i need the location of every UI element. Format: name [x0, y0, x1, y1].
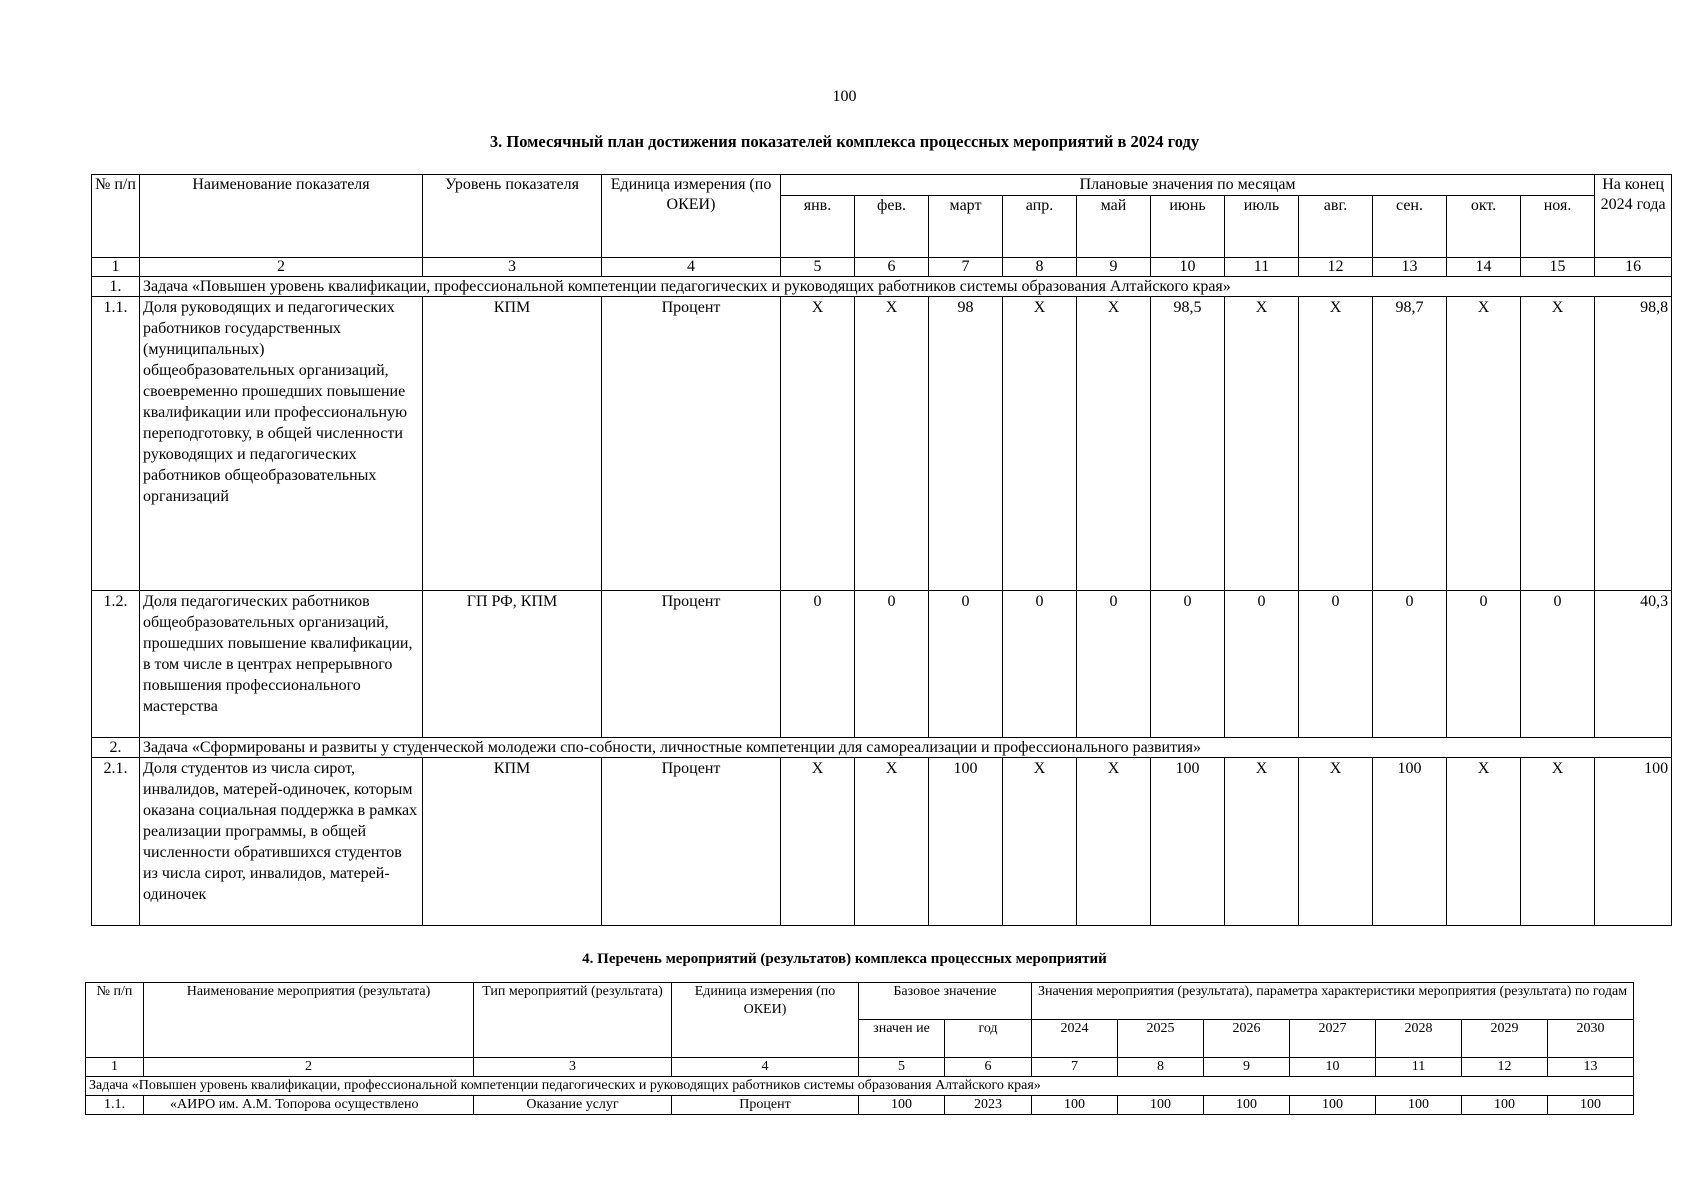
- header-month: янв.: [781, 196, 855, 258]
- t2-header-year: 2026: [1204, 1020, 1290, 1058]
- t2-header-year: 2030: [1548, 1020, 1634, 1058]
- month-value: 0: [1003, 591, 1077, 738]
- section-4-title: 4. Перечень мероприятий (результатов) комплекса процессных мероприятий: [582, 951, 1107, 967]
- year-value: 100: [1118, 1096, 1204, 1115]
- indicator-row-1-2: [92, 591, 1672, 738]
- t2-header-name: Наименование мероприятия (результата): [144, 983, 474, 1058]
- col-number: 6: [945, 1058, 1032, 1077]
- col-number: 16: [1595, 258, 1672, 277]
- activity-name: «АИРО им. А.М. Топорова осуществлено: [144, 1096, 474, 1115]
- col-number: 8: [1118, 1058, 1204, 1077]
- month-value: 100: [1151, 758, 1225, 926]
- year-value: 100: [1032, 1096, 1118, 1115]
- month-value: 0: [781, 591, 855, 738]
- task-num: 2.: [92, 738, 140, 758]
- month-value: X: [1447, 297, 1521, 591]
- col-number: 7: [929, 258, 1003, 277]
- year-value: 100: [1376, 1096, 1462, 1115]
- month-value: 98,5: [1151, 297, 1225, 591]
- month-value: 98: [929, 297, 1003, 591]
- task-row-2: [92, 738, 1672, 758]
- month-value: X: [1299, 297, 1373, 591]
- col-number: 4: [672, 1058, 859, 1077]
- month-value: X: [855, 297, 929, 591]
- col-number: 11: [1376, 1058, 1462, 1077]
- base-year: 2023: [945, 1096, 1032, 1115]
- header-num: № п/п: [92, 175, 140, 258]
- t2-header-year: 2024: [1032, 1020, 1118, 1058]
- month-value: X: [1003, 297, 1077, 591]
- col-number: 2: [144, 1058, 474, 1077]
- header-month: фев.: [855, 196, 929, 258]
- col-number: 1: [92, 258, 140, 277]
- t2-header-base-year: год: [945, 1020, 1032, 1058]
- t2-header-year: 2029: [1462, 1020, 1548, 1058]
- t2-header-row-1: [86, 983, 1634, 1020]
- end-value: 98,8: [1595, 297, 1672, 591]
- header-month: июнь: [1151, 196, 1225, 258]
- month-value: X: [1521, 758, 1595, 926]
- indicator-level: КПМ: [423, 758, 602, 926]
- task-text: Задача «Сформированы и развиты у студенческой молодежи спо-собности, личностные компетенции для самореализации и профессионального развития»: [140, 738, 1672, 758]
- month-value: 0: [855, 591, 929, 738]
- col-number: 11: [1225, 258, 1299, 277]
- year-value: 100: [1290, 1096, 1376, 1115]
- month-value: X: [1077, 758, 1151, 926]
- t2-header-base: Базовое значение: [859, 983, 1032, 1020]
- month-value: X: [1225, 758, 1299, 926]
- t2-header-type: Тип мероприятий (результата): [474, 983, 672, 1058]
- header-end: На конец 2024 года: [1595, 175, 1672, 258]
- indicator-row-2-1: [92, 758, 1672, 926]
- col-number: 3: [423, 258, 602, 277]
- t2-column-numbers-row: [86, 1058, 1634, 1077]
- header-month: апр.: [1003, 196, 1077, 258]
- t2-task-row: [86, 1077, 1634, 1096]
- col-number: 6: [855, 258, 929, 277]
- month-value: 0: [1299, 591, 1373, 738]
- col-number: 15: [1521, 258, 1595, 277]
- task-num: 1.: [92, 277, 140, 297]
- header-month: авг.: [1299, 196, 1373, 258]
- monthly-plan-table: [91, 174, 1672, 926]
- t2-task-text: Задача «Повышен уровень квалификации, профессиональной компетенции педагогических и руководящих работников системы образования Алтайского края»: [86, 1077, 1634, 1096]
- column-numbers-row: [92, 258, 1672, 277]
- t2-header-year: 2027: [1290, 1020, 1376, 1058]
- indicator-level: КПМ: [423, 297, 602, 591]
- month-value: 98,7: [1373, 297, 1447, 591]
- month-value: X: [1225, 297, 1299, 591]
- indicator-name: Доля руководящих и педагогических работников государственных (муниципальных) общеобразовательных организаций, своевременно прошедших повышение квалификации или профессиональную переподготовку, в общей численности руководящих и педагогических работников общеобразовательных организаций: [140, 297, 423, 591]
- header-month: сен.: [1373, 196, 1447, 258]
- col-number: 3: [474, 1058, 672, 1077]
- month-value: 0: [929, 591, 1003, 738]
- col-number: 8: [1003, 258, 1077, 277]
- col-number: 9: [1077, 258, 1151, 277]
- month-value: X: [1077, 297, 1151, 591]
- month-value: X: [1299, 758, 1373, 926]
- month-value: 0: [1373, 591, 1447, 738]
- activity-unit: Процент: [672, 1096, 859, 1115]
- t2-header-base-value: значен ие: [859, 1020, 945, 1058]
- t2-header-num: № п/п: [86, 983, 144, 1058]
- row-num: 1.2.: [92, 591, 140, 738]
- indicator-level: ГП РФ, КПМ: [423, 591, 602, 738]
- month-value: 0: [1077, 591, 1151, 738]
- header-level: Уровень показателя: [423, 175, 602, 258]
- month-value: X: [1003, 758, 1077, 926]
- year-value: 100: [1548, 1096, 1634, 1115]
- end-value: 40,3: [1595, 591, 1672, 738]
- col-number: 12: [1462, 1058, 1548, 1077]
- row-num: 1.1.: [92, 297, 140, 591]
- t2-header-unit: Единица измерения (по ОКЕИ): [672, 983, 859, 1058]
- col-number: 13: [1548, 1058, 1634, 1077]
- header-plan: Плановые значения по месяцам: [781, 175, 1595, 196]
- header-name: Наименование показателя: [140, 175, 423, 258]
- col-number: 14: [1447, 258, 1521, 277]
- month-value: 0: [1521, 591, 1595, 738]
- col-number: 13: [1373, 258, 1447, 277]
- header-month: март: [929, 196, 1003, 258]
- col-number: 7: [1032, 1058, 1118, 1077]
- month-value: 100: [1373, 758, 1447, 926]
- col-number: 12: [1299, 258, 1373, 277]
- section-3-title: 3. Помесячный план достижения показателей комплекса процессных мероприятий в 2024 году: [489, 132, 1200, 151]
- base-value: 100: [859, 1096, 945, 1115]
- header-unit: Единица измерения (по ОКЕИ): [602, 175, 781, 258]
- row-num: 2.1.: [92, 758, 140, 926]
- task-text: Задача «Повышен уровень квалификации, профессиональной компетенции педагогических и руководящих работников системы образования Алтайского края»: [140, 277, 1672, 297]
- col-number: 2: [140, 258, 423, 277]
- activities-table: [85, 982, 1634, 1115]
- col-number: 1: [86, 1058, 144, 1077]
- row-num: 1.1.: [86, 1096, 144, 1115]
- indicator-name: Доля студентов из числа сирот, инвалидов, матерей-одиночек, которым оказана социальная поддержка в рамках реализации программы, в общей численности обратившихся студентов из числа сирот, инвалидов, матерей-одиночек: [140, 758, 423, 926]
- indicator-row-1-1: [92, 297, 1672, 591]
- header-month: окт.: [1447, 196, 1521, 258]
- t2-activity-row-1-1: [86, 1096, 1634, 1115]
- col-number: 9: [1204, 1058, 1290, 1077]
- header-month: июль: [1225, 196, 1299, 258]
- header-month: ноя.: [1521, 196, 1595, 258]
- col-number: 4: [602, 258, 781, 277]
- header-month: май: [1077, 196, 1151, 258]
- t2-header-year: 2028: [1376, 1020, 1462, 1058]
- month-value: 0: [1151, 591, 1225, 738]
- month-value: X: [855, 758, 929, 926]
- month-value: X: [1447, 758, 1521, 926]
- year-value: 100: [1462, 1096, 1548, 1115]
- month-value: 100: [929, 758, 1003, 926]
- indicator-unit: Процент: [602, 758, 781, 926]
- col-number: 5: [781, 258, 855, 277]
- t2-header-year: 2025: [1118, 1020, 1204, 1058]
- task-row-1: [92, 277, 1672, 297]
- year-value: 100: [1204, 1096, 1290, 1115]
- t2-header-values: Значения мероприятия (результата), параметра характеристики мероприятия (результата) по годам: [1032, 983, 1634, 1020]
- month-value: 0: [1225, 591, 1299, 738]
- col-number: 5: [859, 1058, 945, 1077]
- indicator-unit: Процент: [602, 591, 781, 738]
- indicator-unit: Процент: [602, 297, 781, 591]
- month-value: X: [781, 758, 855, 926]
- col-number: 10: [1290, 1058, 1376, 1077]
- header-row-1: [92, 175, 1672, 196]
- page-number: 100: [832, 88, 857, 105]
- col-number: 10: [1151, 258, 1225, 277]
- month-value: 0: [1447, 591, 1521, 738]
- end-value: 100: [1595, 758, 1672, 926]
- indicator-name: Доля педагогических работников общеобразовательных организаций, прошедших повышение квалификации, в том числе в центрах непрерывного повышения профессионального мастерства: [140, 591, 423, 738]
- month-value: X: [1521, 297, 1595, 591]
- activity-type: Оказание услуг: [474, 1096, 672, 1115]
- month-value: X: [781, 297, 855, 591]
